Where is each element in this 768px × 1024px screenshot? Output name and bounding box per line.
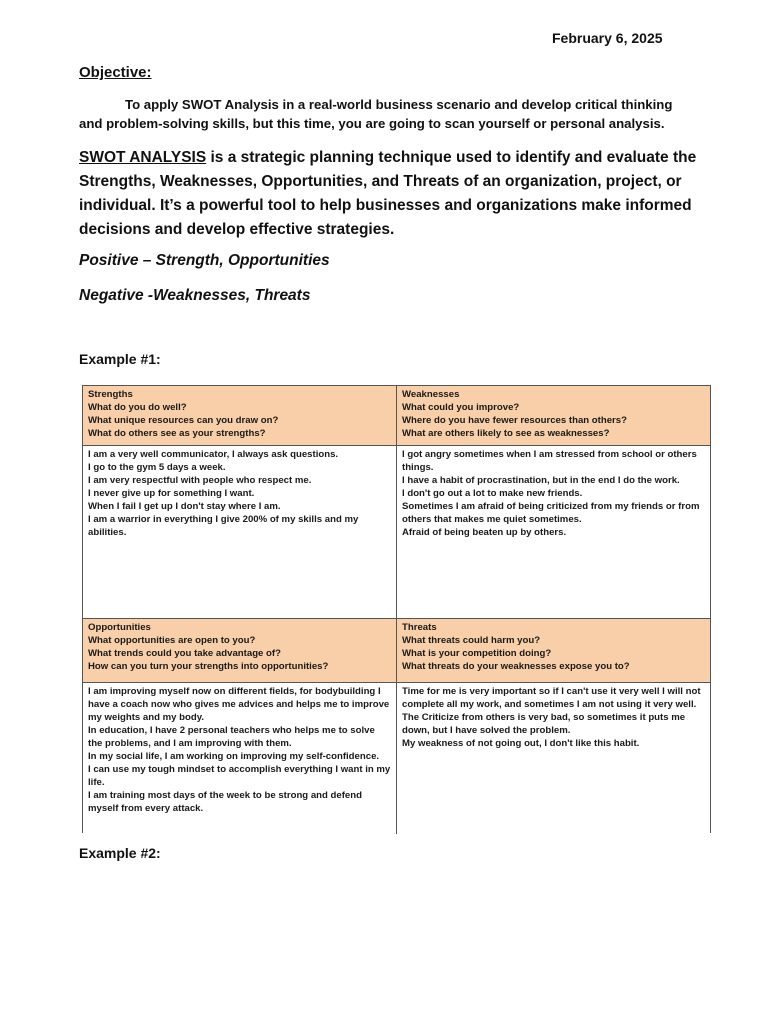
weaknesses-answers	[397, 446, 710, 619]
strengths-answer: I go to the gym 5 days a week.	[88, 462, 226, 473]
threats-title: Threats	[402, 622, 437, 633]
strengths-answer: I am a warrior in everything I give 200% of my skills and my abilities.	[88, 514, 359, 538]
swot-definition	[79, 146, 699, 242]
threats-answer: Time for me is very important so if I can't use it very well I will not complete all my work, and sometimes I am not using it very well.	[402, 686, 701, 710]
opportunities-answers	[83, 683, 397, 834]
weaknesses-title: Weaknesses	[402, 389, 460, 400]
threats-answer: The Criticize from others is very bad, so sometimes it puts me down, but I have solved the problem.	[402, 712, 686, 736]
strengths-answers	[83, 446, 397, 619]
strengths-question: What do others see as your strengths?	[88, 428, 266, 439]
opportunities-question: What trends could you take advantage of?	[88, 648, 281, 659]
opportunities-question: What opportunities are open to you?	[88, 635, 256, 646]
weaknesses-answer: I don't go out a lot to make new friends.	[402, 488, 583, 499]
weaknesses-answer: Sometimes I am afraid of being criticized from my friends or from others that makes me quiet sometimes.	[402, 501, 700, 525]
objective-heading: Objective:	[79, 64, 152, 81]
opportunities-answer: I can use my tough mindset to accomplish everything I want in my life.	[88, 764, 391, 788]
opportunities-answer: In education, I have 2 personal teachers who helps me to solve the problems, and I am improving with them.	[88, 725, 375, 749]
opportunities-answer: I am training most days of the week to be strong and defend myself from every attack.	[88, 790, 362, 814]
example-2-label: Example #2:	[79, 845, 161, 861]
threats-header	[397, 619, 710, 683]
strengths-answer: I am very respectful with people who respect me.	[88, 475, 312, 486]
swot-table	[82, 385, 711, 833]
example-1-label: Example #1:	[79, 351, 161, 367]
date: February 6, 2025	[552, 30, 663, 46]
swot-term: SWOT ANALYSIS	[79, 149, 207, 166]
opportunities-answer: In my social life, I am working on improving my self-confidence.	[88, 751, 380, 762]
strengths-question: What unique resources can you draw on?	[88, 415, 279, 426]
weaknesses-answer: I got angry sometimes when I am stressed from school or others things.	[402, 449, 697, 473]
opportunities-title: Opportunities	[88, 622, 151, 633]
threats-question: What threats could harm you?	[402, 635, 541, 646]
swot-definition-text: is a strategic planning technique used to identify and evaluate the Strengths, Weaknesses, Opportunities, and Threats of an organization, project, or individual. It’s a powerful tool to help businesses and organizations make informed decisions and develop effective strategies.	[79, 149, 697, 238]
strengths-question: What do you do well?	[88, 402, 187, 413]
threats-answer: My weakness of not going out, I don't like this habit.	[402, 738, 640, 749]
opportunities-header	[83, 619, 397, 683]
weaknesses-answer: Afraid of being beaten up by others.	[402, 527, 567, 538]
opportunities-answer: I am improving myself now on different fields, for bodybuilding I have a coach now who gives me advices and helps me to improve my weights and my body.	[88, 686, 390, 723]
weaknesses-answer: I have a habit of procrastination, but in the end I do the work.	[402, 475, 680, 486]
strengths-answer: When I fail I get up I don't stay where I am.	[88, 501, 281, 512]
threats-question: What threats do your weaknesses expose you to?	[402, 661, 630, 672]
weaknesses-question: What could you improve?	[402, 402, 520, 413]
strengths-header	[83, 386, 397, 446]
strengths-title: Strengths	[88, 389, 133, 400]
opportunities-question: How can you turn your strengths into opportunities?	[88, 661, 329, 672]
negative-line: Negative -Weaknesses, Threats	[79, 287, 311, 304]
threats-question: What is your competition doing?	[402, 648, 552, 659]
weaknesses-question: Where do you have fewer resources than others?	[402, 415, 627, 426]
threats-answers	[397, 683, 710, 834]
objective-text: To apply SWOT Analysis in a real-world business scenario and develop critical thinking and problem-solving skills, but this time, you are going to scan yourself or personal analysis.	[79, 97, 673, 131]
weaknesses-question: What are others likely to see as weaknesses?	[402, 428, 610, 439]
strengths-answer: I never give up for something I want.	[88, 488, 255, 499]
positive-line: Positive – Strength, Opportunities	[79, 252, 330, 269]
strengths-answer: I am a very well communicator, I always ask questions.	[88, 449, 339, 460]
weaknesses-header	[397, 386, 710, 446]
